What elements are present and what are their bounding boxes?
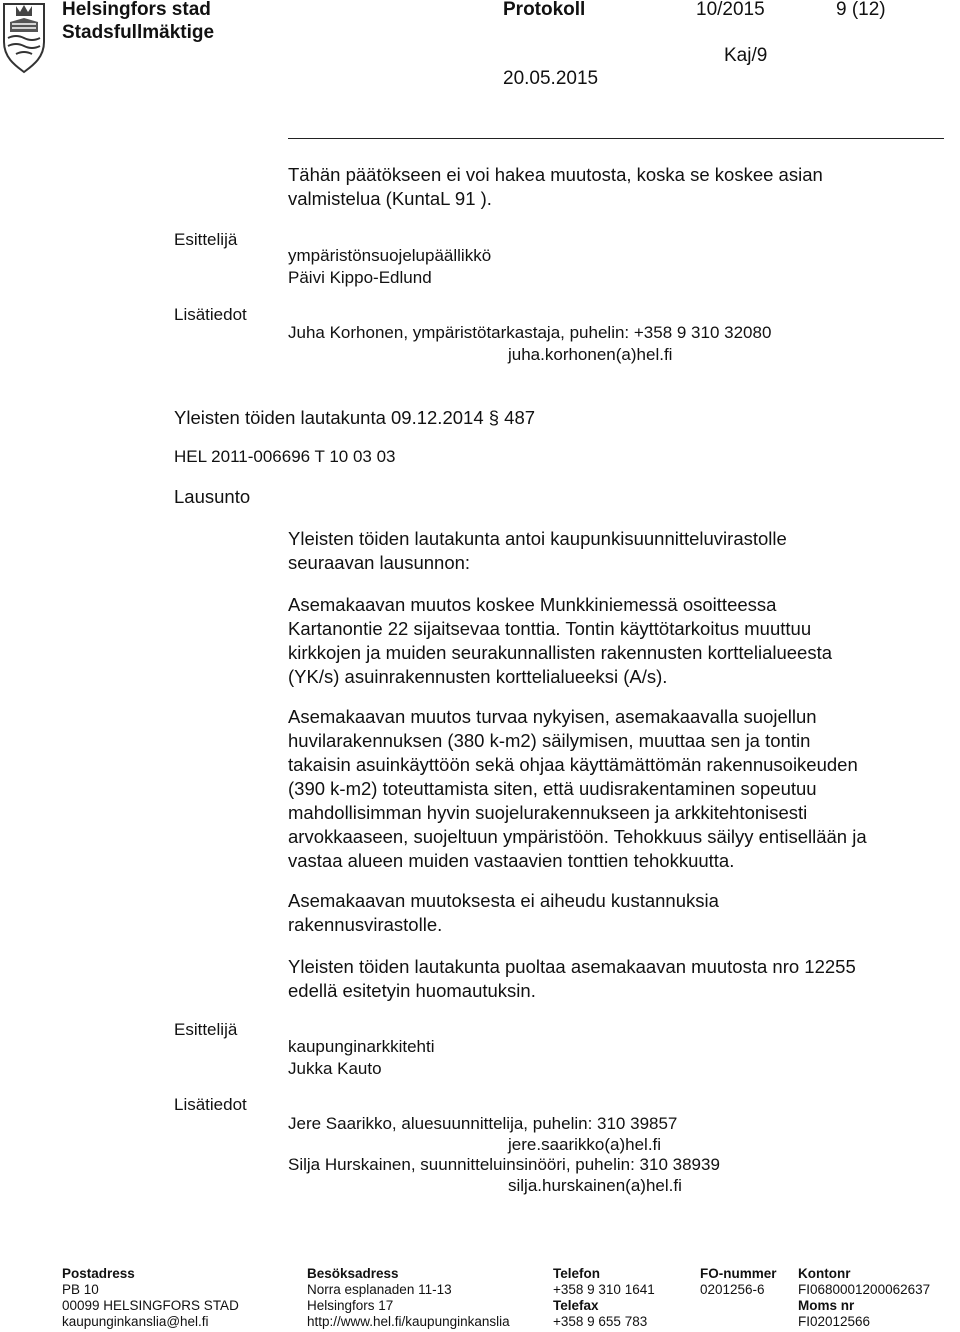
contact-line: Jere Saarikko, aluesuunnittelija, puhelin: 310 39857 xyxy=(288,1114,678,1133)
decision-reference: HEL 2011-006696 T 10 03 03 xyxy=(174,447,396,466)
presenter-label: Esittelijä xyxy=(174,230,238,249)
helsinki-crest-logo xyxy=(2,2,46,74)
presenter-title: ympäristönsuojelupäällikkö xyxy=(288,246,492,265)
council-name: Stadsfullmäktige xyxy=(62,22,215,43)
footer-business-id: FO-nummer 0201256-6 xyxy=(700,1266,777,1297)
footer-account: Kontonr FI0680001200062637 Moms nr FI02012566 xyxy=(798,1266,931,1329)
contact-line: Juha Korhonen, ympäristötarkastaja, puhelin: +358 9 310 32080 xyxy=(288,323,772,342)
info-label: Lisätiedot xyxy=(174,305,247,324)
paragraph-4: Asemakaavan muutoksesta ei aiheudu kustannuksia rakennusvirastolle. xyxy=(288,890,719,935)
paragraph-2: Asemakaavan muutos koskee Munkkiniemessä osoitteessa Kartanontie 22 sijaitsevaa tonttia. Tontin käyttötarkoitus muuttuu kirkkojen ja muiden seurakunnallisten rakennusten korttelialueesta (YK/s) asuinrakennusten korttelialueeksi (A/s). xyxy=(288,594,833,687)
header-divider xyxy=(288,138,944,139)
presenter-title: kaupunginarkkitehti xyxy=(288,1037,435,1056)
paragraph-1: Yleisten töiden lautakunta antoi kaupunkisuunnitteluvirastolle seuraavan lausunnon: xyxy=(288,528,787,573)
paragraph-3: Asemakaavan muutos turvaa nykyisen, asemakaavalla suojellun huvilarakennuksen (380 k-m2) säilymisen, muuttaa sen ja tontin takaisin asuinkäyttöön sekä ohjaa käyttämättömän rakennusoikeuden (390 k-m2) toteuttamista siten, että uudisrakentaminen sopeutuu mahdollisimman hyvin suojelurakennukseen ja arkkitehtonisesti arvokkaaseen, suojeltuun ympäristöön. Tehokkuus säilyy entisellään ja vastaa alueen muiden vastaavien tonttien tehokkuutta. xyxy=(288,706,867,871)
meeting-date: 20.05.2015 xyxy=(503,68,599,89)
decision-heading: Yleisten töiden lautakunta 09.12.2014 § 487 xyxy=(174,407,536,428)
page-number: 9 (12) xyxy=(836,0,886,20)
org-name: Helsingfors stad xyxy=(62,0,211,20)
presenter-name: Jukka Kauto xyxy=(288,1059,382,1078)
contact-email: juha.korhonen(a)hel.fi xyxy=(508,345,673,364)
doc-type: Protokoll xyxy=(503,0,586,20)
footer-visit: Besöksadress Norra esplanaden 11-13 Helsingfors 17 http://www.hel.fi/kaupunginkanslia xyxy=(307,1266,510,1329)
contact-email: jere.saarikko(a)hel.fi xyxy=(508,1135,662,1154)
intro-paragraph: Tähän päätökseen ei voi hakea muutosta, koska se koskee asian valmistelua (KuntaL 91 ). xyxy=(288,164,823,209)
footer-postal: Postadress PB 10 00099 HELSINGFORS STAD kaupunginkanslia@hel.fi xyxy=(62,1266,239,1329)
doc-number: 10/2015 xyxy=(696,0,765,20)
footer-phone: Telefon +358 9 310 1641 Telefax +358 9 655 783 xyxy=(553,1266,655,1329)
section-number: Kaj/9 xyxy=(724,45,768,66)
presenter-label: Esittelijä xyxy=(174,1020,238,1039)
paragraph-5: Yleisten töiden lautakunta puoltaa asemakaavan muutosta nro 12255 edellä esitetyin huomautuksin. xyxy=(288,956,856,1001)
presenter-name: Päivi Kippo-Edlund xyxy=(288,268,432,287)
contact-email: silja.hurskainen(a)hel.fi xyxy=(508,1176,682,1195)
contact-line: Silja Hurskainen, suunnitteluinsinööri, puhelin: 310 38939 xyxy=(288,1155,720,1174)
info-label: Lisätiedot xyxy=(174,1095,247,1114)
decision-subheading: Lausunto xyxy=(174,486,251,507)
